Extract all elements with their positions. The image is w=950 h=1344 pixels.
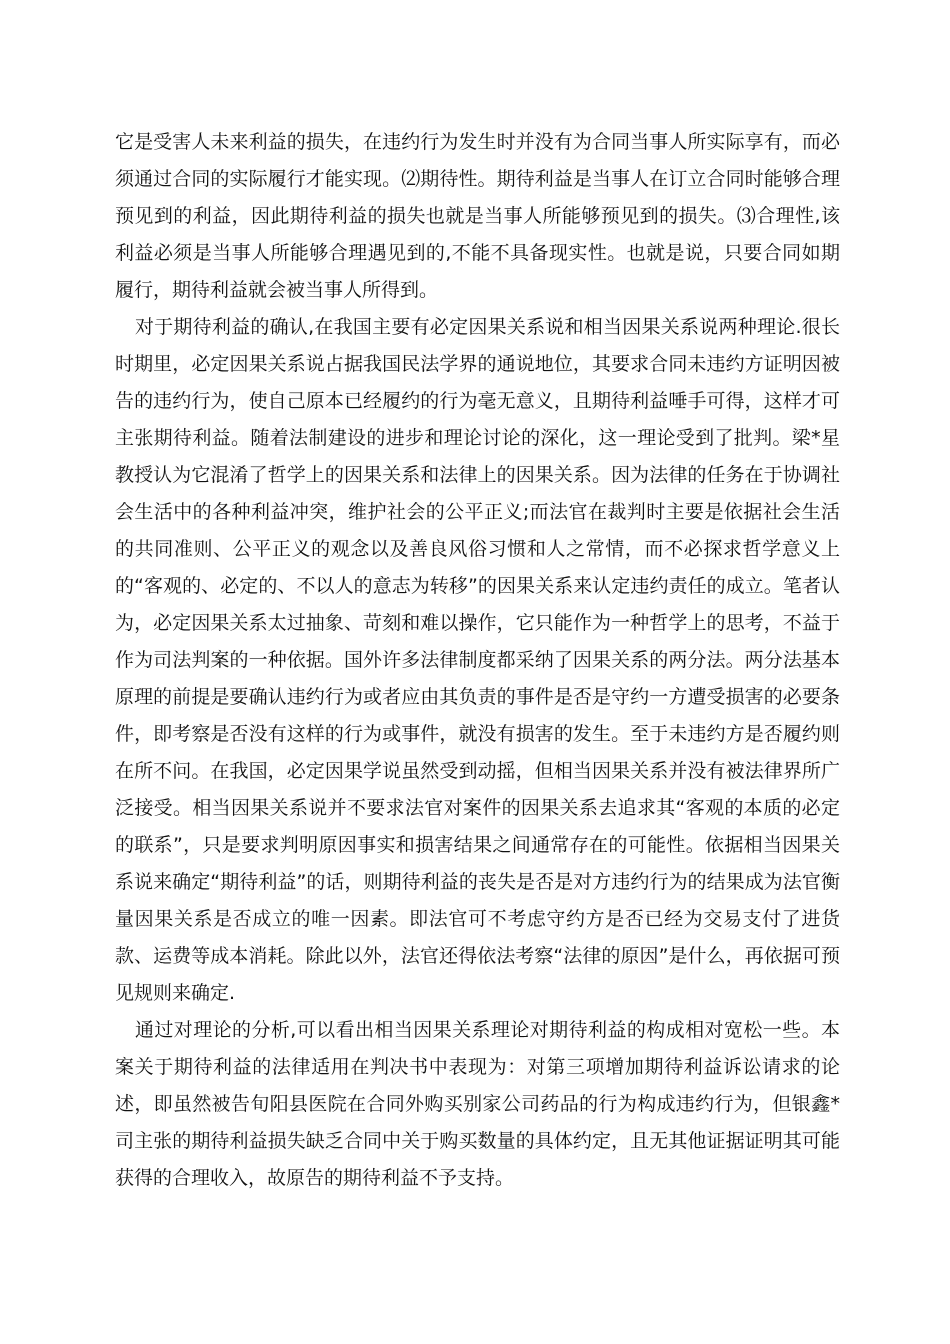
paragraph-2: 对于期待利益的确认,在我国主要有必定因果关系说和相当因果关系说两种理论.很长时期里，必定因果关系说占据我国民法学界的通说地位，其要求合同未违约方证明因被告的违约行为，使自己原本已经履约的行为毫无意义，且期待利益唾手可得，这样才可主张期待利益。随着法制建设的进步和理论讨论的深化，这一理论受到了批判。梁*星教授认为它混淆了哲学上的因果关系和法律上的因果关系。因为法律的任务在于协调社会生活中的各种利益冲突，维护社会的公平正义;而法官在裁判时主要是依据社会生活的共同准则、公平正义的观念以及善良风俗习惯和人之常情，而不必探求哲学意义上的“客观的、必定的、不以人的意志为转移”的因果关系来认定违约责任的成立。笔者认为，必定因果关系太过抽象、苛刻和难以操作，它只能作为一种哲学上的思考，不益于作为司法判案的一种依据。国外许多法律制度都采纳了因果关系的两分法。两分法基本原理的前提是要确认违约行为或者应由其负责的事件是否是守约一方遭受损害的必要条件，即考察是否没有这样的行为或事件，就没有损害的发生。至于未违约方是否履约则在所不问。在我国，必定因果学说虽然受到动摇，但相当因果关系并没有被法律界所广泛接受。相当因果关系说并不要求法官对案件的因果关系去追求其“客观的本质的必定的联系”，只是要求判明原因事实和损害结果之间通常存在的可能性。依据相当因果关系说来确定“期待利益”的话，则期待利益的丧失是否是对方违约行为的结果成为法官衡量因果关系是否成立的唯一因素。即法官可不考虑守约方是否已经为交易支付了进货款、运费等成本消耗。除此以外，法官还得依法考察“法律的原因”是什么，再依据可预见规则来确定. <box>115 316 840 1004</box>
paragraph-3: 通过对理论的分析,可以看出相当因果关系理论对期待利益的构成相对宽松一些。本案关于期待利益的法律适用在判决书中表现为：对第三项增加期待利益诉讼请求的论述，即虽然被告旬阳县医院在合同外购买别家公司药品的行为构成违约行为，但银鑫*司主张的期待利益损失缺乏合同中关于购买数量的具体约定，且无其他证据证明其可能获得的合理收入，故原告的期待利益不予支持。 <box>115 1019 840 1189</box>
paragraph-1: 它是受害人未来利益的损失，在违约行为发生时并没有为合同当事人所实际享有，而必须通过合同的实际履行才能实现。⑵期待性。期待利益是当事人在订立合同时能够合理预见到的利益，因此期待利益的损失也就是当事人所能够预见到的损失。⑶合理性,该利益必须是当事人所能够合理遇见到的,不能不具备现实性。也就是说，只要合同如期履行，期待利益就会被当事人所得到。 <box>115 131 840 301</box>
body-text <box>115 124 840 1197</box>
